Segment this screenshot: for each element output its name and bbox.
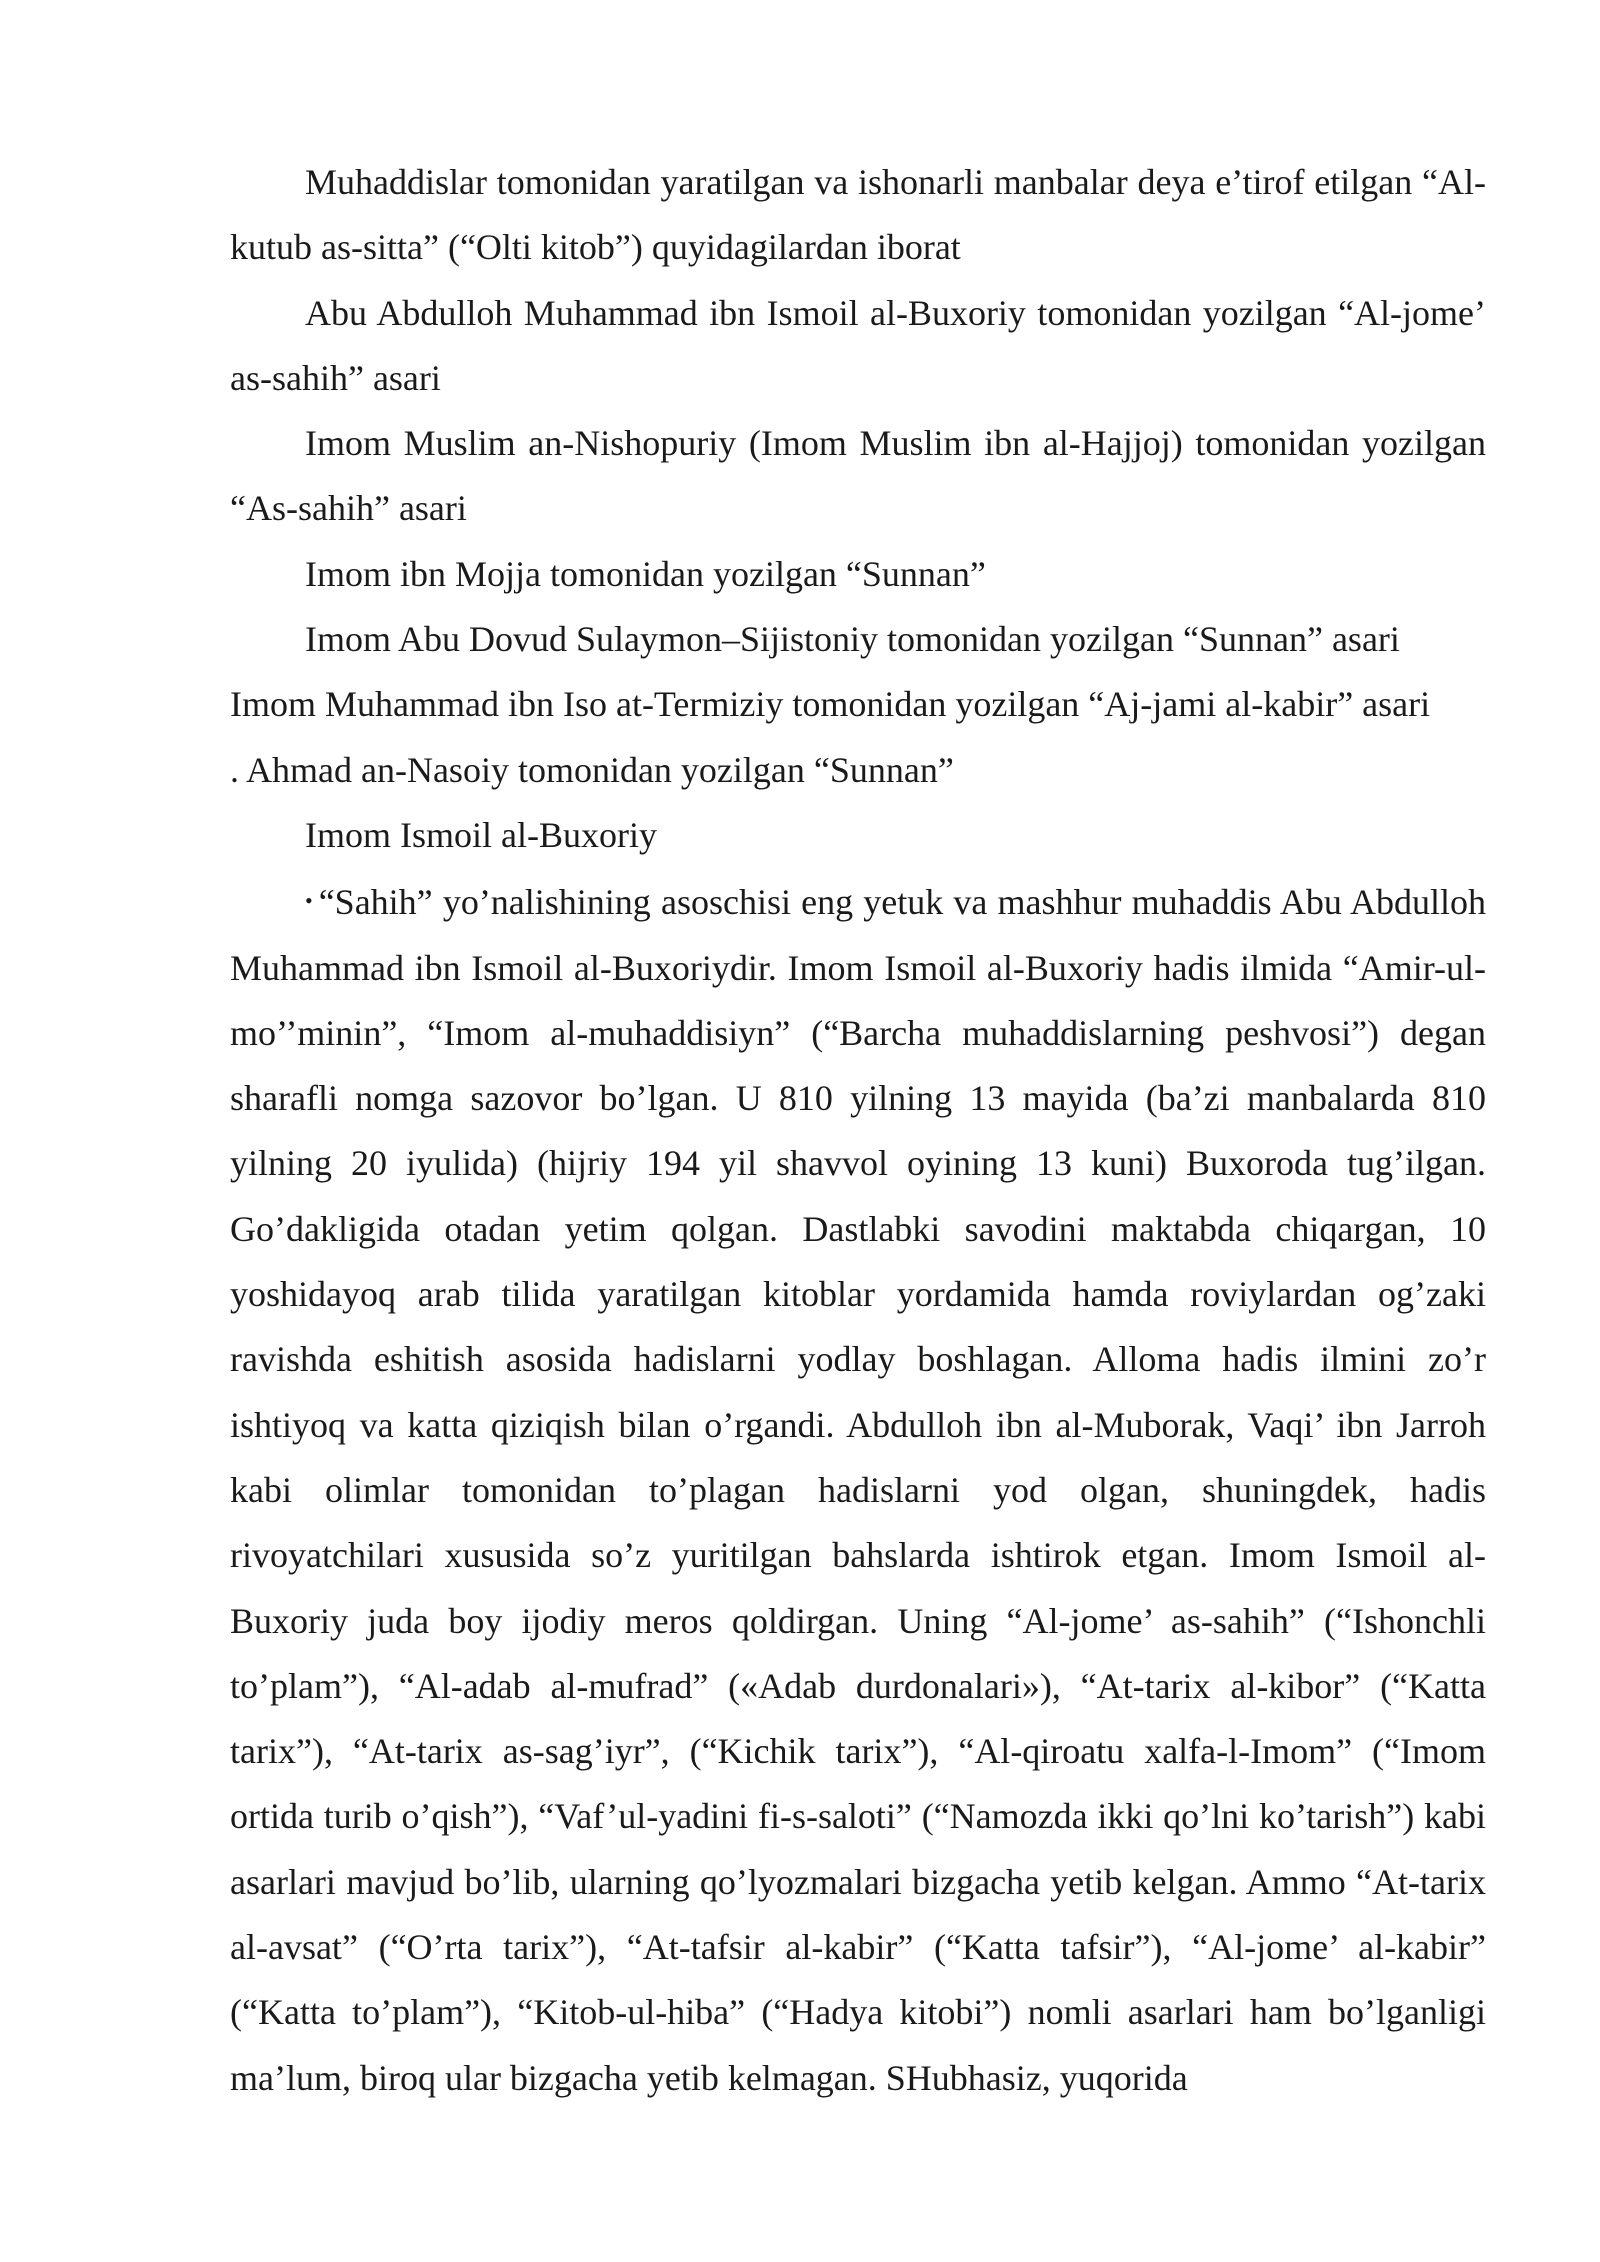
paragraph-intro: Muhaddislar tomonidan yaratilgan va ishonarli manbalar deya e’tirof etilgan “Al-kutub as-sitta” (“Olti kitob”) quyidagilardan iborat: [230, 162, 1486, 268]
paragraph-abu-dovud-work: Imom Abu Dovud Sulaymon–Sijistoniy tomonidan yozilgan “Sunnan” asari: [305, 619, 1400, 660]
document-page: [230, 150, 1486, 2111]
paragraph-termiziy-work: Imom Muhammad ibn Iso at-Termiziy tomonidan yozilgan “Aj-jami al-kabir” asari: [230, 684, 1431, 725]
paragraph-muslim-work: Imom Muslim an-Nishopuriy (Imom Muslim ibn al-Hajjoj) tomonidan yozilgan “As-sahih” asari: [230, 423, 1486, 529]
paragraph-ibn-mojja-work: Imom ibn Mojja tomonidan yozilgan “Sunnan”: [305, 553, 986, 594]
paragraph-biography: [230, 868, 1486, 2111]
bullet-icon: •: [305, 888, 313, 914]
paragraph-nasoiy-work: . Ahmad an-Nasoiy tomonidan yozilgan “Sunnan”: [230, 749, 954, 790]
paragraph-buxoriy-work: Abu Abdulloh Muhammad ibn Ismoil al-Buxoriy tomonidan yozilgan “Al-jome’ as-sahih” asari: [230, 292, 1486, 398]
section-heading-imom-ismoil-al-buxoriy: Imom Ismoil al-Buxoriy: [305, 814, 657, 855]
paragraph-biography-text: “Sahih” yo’nalishining asoschisi eng yetuk va mashhur muhaddis Abu Abdulloh Muhammad ibn Ismoil al-Buxoriydir. Imom Ismoil al-Buxoriy hadis ilmida “Amir-ul-mo’’minin”, “Imom al-muhaddisiyn” (“Barcha muhaddislarning peshvosi”) degan sharafli nomga sazovor bo’lgan. U 810 yilning 13 mayida (ba’zi manbalarda 810 yilning 20 iyulida) (hijriy 194 yil shavvol oyining 13 kuni) Buxoroda tug’ilgan. Go’dakligida otadan yetim qolgan. Dastlabki savodini maktabda chiqargan, 10 yoshidayoq arab tilida yaratilgan kitoblar yordamida hamda roviylardan og’zaki ravishda eshitish asosida hadislarni yodlay boshlagan. Alloma hadis ilmini zo’r ishtiyoq va katta qiziqish bilan o’rgandi. Abdulloh ibn al-Muborak, Vaqi’ ibn Jarroh kabi olimlar tomonidan to’plagan hadislarni yod olgan, shuningdek, hadis rivoyatchilari xususida so’z yuritilgan bahslarda ishtirok etgan. Imom Ismoil al-Buxoriy juda boy ijodiy meros qoldirgan. Uning “Al-jome’ as-sahih” (“Ishonchli to’plam”), “Al-adab al-mufrad” («Adab durdonalari»), “At-tarix al-kibor” (“Katta tarix”), “At-tarix as-sag’iyr”, (“Kichik tarix”), “Al-qiroatu xalfa-l-Imom” (“Imom ortida turib o’qish”), “Vaf’ul-yadini fi-s-saloti” (“Namozda ikki qo’lni ko’tarish”) kabi asarlari mavjud bo’lib, ularning qo’lyozmalari bizgacha yetib kelgan. Ammo “At-tarix al-avsat” (“O’rta tarix”), “At-tafsir al-kabir” (“Katta tafsir”), “Al-jome’ al-kabir” (“Katta to’plam”), “Kitob-ul-hiba” (“Hadya kitobi”) nomli asarlari ham bo’lganligi ma’lum, biroq ular bizgacha yetib kelmagan. SHubhasiz, yuqorida: [230, 882, 1486, 2098]
